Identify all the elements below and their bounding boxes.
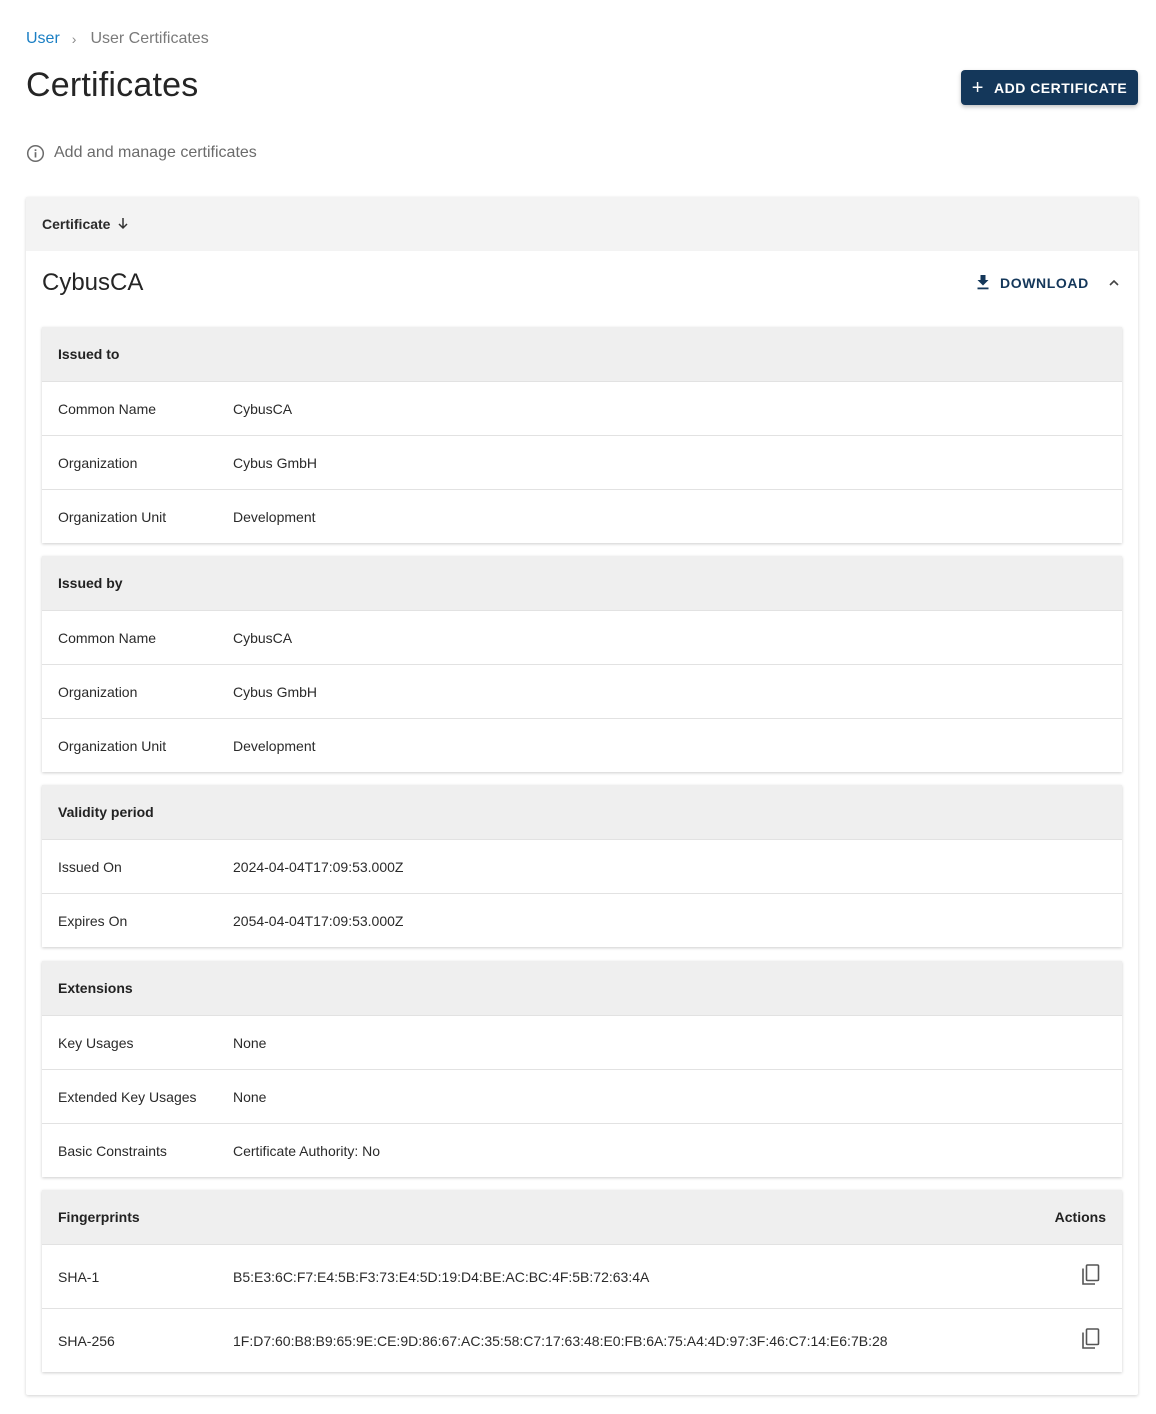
column-header-label: Certificate	[42, 216, 111, 232]
fingerprint-row	[42, 1244, 1122, 1308]
section-title: Issued by	[58, 575, 123, 591]
actions-header: Actions	[1054, 1209, 1106, 1225]
download-icon	[976, 274, 990, 293]
row-label: Extended Key Usages	[58, 1088, 197, 1105]
detail-row	[42, 489, 1122, 543]
issued-to-section	[42, 327, 1122, 543]
download-label: DOWNLOAD	[1000, 275, 1089, 291]
download-button[interactable]	[976, 269, 1089, 297]
detail-row	[42, 381, 1122, 435]
certificates-table	[26, 197, 1138, 1395]
detail-row	[42, 664, 1122, 718]
chevron-up-icon[interactable]	[1106, 273, 1122, 293]
row-value: 2024-04-04T17:09:53.000Z	[233, 858, 404, 875]
breadcrumb-separator: ›	[71, 31, 77, 47]
row-label: Common Name	[58, 629, 157, 646]
row-label: Organization	[58, 454, 138, 471]
page-title: Certificates	[26, 66, 199, 104]
breadcrumb-current: User Certificates	[90, 30, 209, 47]
detail-row	[42, 1123, 1122, 1177]
row-value: B5:E3:6C:F7:E4:5B:F3:73:E4:5D:19:D4:BE:AC:BC:4F:5B:72:63:4A	[233, 1268, 650, 1285]
copy-icon[interactable]	[1080, 1327, 1102, 1354]
subtitle-text: Add and manage certificates	[54, 144, 257, 161]
column-header-certificate[interactable]	[26, 197, 1138, 251]
detail-row	[42, 839, 1122, 893]
row-label: SHA-1	[58, 1268, 100, 1285]
row-value: CybusCA	[233, 400, 293, 417]
section-header	[42, 961, 1122, 1015]
add-certificate-label: ADD CERTIFICATE	[993, 79, 1128, 96]
row-value: 1F:D7:60:B8:B9:65:9E:CE:9D:86:67:AC:35:58:C7:17:63:48:E0:FB:6A:75:A4:4D:97:3F:46:C7:14:E6:7B:28	[233, 1332, 888, 1349]
row-label: Expires On	[58, 912, 128, 929]
detail-row	[42, 1069, 1122, 1123]
detail-row	[42, 893, 1122, 947]
sort-arrow-icon	[116, 216, 130, 233]
detail-row	[42, 610, 1122, 664]
section-title: Extensions	[58, 980, 133, 996]
section-title: Issued to	[58, 346, 120, 362]
section-header	[42, 556, 1122, 610]
row-value: Development	[233, 737, 316, 754]
row-value: None	[233, 1034, 267, 1051]
row-value: Development	[233, 508, 316, 525]
detail-row	[42, 435, 1122, 489]
detail-row	[42, 1015, 1122, 1069]
validity-period-section	[42, 785, 1122, 947]
page-subtitle	[26, 142, 257, 164]
add-certificate-button[interactable]	[961, 70, 1138, 105]
info-icon	[26, 144, 45, 163]
certificate-row	[26, 251, 1138, 315]
section-title: Validity period	[58, 804, 154, 820]
row-value: Cybus GmbH	[233, 683, 318, 700]
plus-icon: +	[971, 76, 984, 99]
breadcrumb	[26, 28, 209, 50]
fingerprints-section	[42, 1190, 1122, 1372]
row-label: Organization Unit	[58, 508, 167, 525]
issued-by-section	[42, 556, 1122, 772]
row-label: Organization Unit	[58, 737, 167, 754]
detail-row	[42, 718, 1122, 772]
row-value: Cybus GmbH	[233, 454, 318, 471]
section-title: Fingerprints	[58, 1209, 140, 1225]
certificate-name: CybusCA	[42, 269, 144, 296]
row-label: Issued On	[58, 858, 122, 875]
extensions-section	[42, 961, 1122, 1177]
row-label: SHA-256	[58, 1332, 115, 1349]
row-value: None	[233, 1088, 267, 1105]
row-label: Organization	[58, 683, 138, 700]
copy-icon[interactable]	[1080, 1263, 1102, 1290]
row-value: Certificate Authority: No	[233, 1142, 381, 1159]
fingerprint-row	[42, 1308, 1122, 1372]
row-label: Key Usages	[58, 1034, 134, 1051]
section-header	[42, 785, 1122, 839]
row-value: CybusCA	[233, 629, 293, 646]
section-header	[42, 1190, 1122, 1244]
breadcrumb-link-user[interactable]: User	[26, 30, 60, 47]
section-header	[42, 327, 1122, 381]
row-label: Common Name	[58, 400, 157, 417]
row-value: 2054-04-04T17:09:53.000Z	[233, 912, 404, 929]
row-label: Basic Constraints	[58, 1142, 167, 1159]
